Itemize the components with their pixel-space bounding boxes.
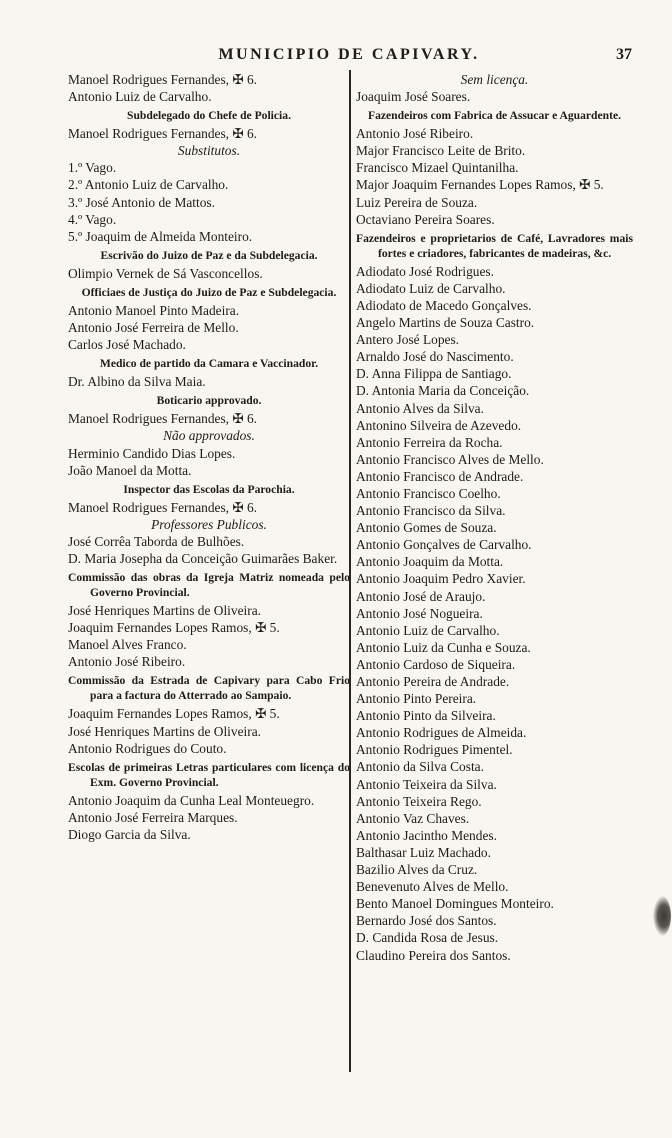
list-item: Balthasar Luiz Machado. — [356, 844, 491, 860]
left-column — [68, 71, 350, 843]
list-item: Manoel Rodrigues Fernandes, ✠ 6. — [68, 411, 257, 427]
list-item: 5.º Joaquim de Almeida Monteiro. — [68, 228, 253, 244]
section-heading: Commissão das obras da Igreja Matriz nomeada pelo Governo Provincial. — [68, 571, 350, 600]
list-item: Antonio Cardoso de Siqueira. — [356, 656, 516, 672]
list-item: Antonio José Ferreira de Mello. — [68, 320, 239, 336]
list-item: Antonio Francisco da Silva. — [356, 503, 506, 519]
list-item: Antonio da Silva Costa. — [356, 759, 484, 775]
list-item: Antonio Rodrigues Pimentel. — [356, 742, 513, 758]
page-header — [66, 44, 632, 66]
subheading: Não approvados. — [163, 428, 255, 444]
list-item: Adiodato José Rodrigues. — [356, 263, 494, 279]
list-item: Manoel Rodrigues Fernandes, ✠ 6. — [68, 499, 257, 515]
list-item: Adiodato Luiz de Carvalho. — [356, 280, 506, 296]
list-item: Antonio Joaquim Pedro Xavier. — [356, 571, 526, 587]
list-item: D. Antonia Maria da Conceição. — [356, 383, 530, 399]
list-item: Antonio Alves da Silva. — [356, 400, 484, 416]
list-item: Luiz Pereira de Souza. — [356, 194, 478, 210]
list-item: Antonio Luiz da Cunha e Souza. — [356, 639, 531, 655]
section-heading: Fazendeiros e proprietarios de Café, Lavradores mais fortes e criadores, fabricantes de madeiras, &c. — [356, 231, 633, 260]
list-item: Joaquim Fernandes Lopes Ramos, ✠ 5. — [68, 620, 280, 636]
list-item: Bernardo José dos Santos. — [356, 913, 497, 929]
list-item: Bento Manoel Domingues Monteiro. — [356, 896, 554, 912]
section-heading: Fazendeiros com Fabrica de Assucar e Aguardente. — [368, 109, 621, 123]
list-item: Antonio Vaz Chaves. — [356, 810, 470, 826]
list-item: José Henriques Martins de Oliveira. — [68, 723, 262, 739]
right-column — [356, 71, 633, 964]
list-item: Antonio Francisco Coelho. — [356, 485, 501, 501]
list-item: D. Maria Josepha da Conceição Guimarães Baker. — [68, 550, 338, 566]
list-item: Antonio José Ferreira Marques. — [68, 809, 238, 825]
list-item: Manoel Rodrigues Fernandes, ✠ 6. — [68, 72, 257, 87]
list-item: Antonio Pinto Pereira. — [356, 691, 477, 707]
list-item: Diogo Garcia da Silva. — [68, 826, 191, 842]
subheading: Substitutos. — [177, 143, 241, 159]
list-item: Antonio Rodrigues de Almeida. — [356, 725, 527, 741]
list-item: 4.º Vago. — [68, 211, 117, 227]
list-item: 2.º Antonio Luiz de Carvalho. — [68, 177, 229, 193]
list-item: Antonio Luiz de Carvalho. — [68, 89, 212, 105]
page-title: MUNICIPIO DE CAPIVARY. — [218, 46, 480, 63]
list-item: Antonio Luiz de Carvalho. — [356, 622, 500, 638]
list-item: Antero José Lopes. — [356, 332, 460, 348]
list-item: José Henriques Martins de Oliveira. — [68, 603, 262, 619]
list-item: Manoel Alves Franco. — [68, 637, 187, 653]
subheading: Sem licença. — [460, 72, 529, 87]
section-heading: Subdelegado do Chefe de Policia. — [127, 109, 291, 123]
section-heading: Inspector das Escolas da Parochia. — [123, 482, 295, 496]
list-item: Antonio José Nogueira. — [356, 605, 483, 621]
list-item: Antonio Manoel Pinto Madeira. — [68, 302, 240, 318]
list-item: Antonio José Ribeiro. — [356, 126, 474, 142]
list-item: Manoel Rodrigues Fernandes, ✠ 6. — [68, 126, 257, 142]
ink-blot — [653, 896, 671, 936]
list-item: D. Anna Filippa de Santiago. — [356, 366, 512, 382]
list-item: Joaquim Fernandes Lopes Ramos, ✠ 5. — [68, 706, 280, 722]
list-item: José Corrêa Taborda de Bulhões. — [68, 533, 245, 549]
list-item: Antonio Rodrigues do Couto. — [68, 740, 227, 756]
list-item: Carlos José Machado. — [68, 337, 186, 353]
section-heading: Boticario approvado. — [156, 394, 262, 408]
list-item: Antonio Francisco Alves de Mello. — [356, 451, 544, 467]
list-item: 3.º José Antonio de Mattos. — [68, 194, 215, 210]
list-item: Major Joaquim Fernandes Lopes Ramos, ✠ 5. — [356, 177, 604, 193]
page-number: 37 — [616, 46, 632, 63]
list-item: Antonino Silveira de Azevedo. — [356, 417, 522, 433]
subheading: Professores Publicos. — [151, 516, 267, 532]
list-item: Antonio Jacintho Mendes. — [356, 827, 497, 843]
list-item: Antonio Francisco de Andrade. — [356, 468, 524, 484]
list-item: Claudino Pereira dos Santos. — [356, 947, 511, 963]
list-item: Antonio Gonçalves de Carvalho. — [356, 537, 532, 553]
list-item: Arnaldo José do Nascimento. — [356, 349, 514, 365]
section-heading: Commissão da Estrada de Capivary para Cabo Frio para a factura do Atterrado ao Sampaio. — [68, 674, 350, 703]
section-heading: Escrivão do Juizo de Paz e da Subdelegacia. — [100, 248, 318, 262]
list-item: Antonio Pinto da Silveira. — [356, 708, 496, 724]
list-item: João Manoel da Motta. — [68, 462, 192, 478]
list-item: Adiodato de Macedo Gonçalves. — [356, 297, 532, 313]
list-item: Olimpio Vernek de Sá Vasconcellos. — [68, 265, 263, 281]
list-item: Octaviano Pereira Soares. — [356, 211, 495, 227]
section-heading: Officiaes de Justiça do Juizo de Paz e Subdelegacia. — [81, 285, 337, 299]
section-heading: Medico de partido da Camara e Vaccinador. — [99, 357, 319, 371]
list-item: Antonio Ferreira da Rocha. — [356, 434, 503, 450]
section-heading: Escolas de primeiras Letras particulares com licença do Exm. Governo Provincial. — [68, 760, 350, 789]
list-item: Antonio Teixeira Rego. — [356, 793, 482, 809]
list-item: Antonio Joaquim da Motta. — [356, 554, 504, 570]
list-item: Antonio Gomes de Souza. — [356, 520, 497, 536]
list-item: Benevenuto Alves de Mello. — [356, 879, 509, 895]
list-item: Francisco Mizael Quintanilha. — [356, 160, 519, 176]
list-item: Antonio Teixeira da Silva. — [356, 776, 497, 792]
list-item: D. Candida Rosa de Jesus. — [356, 930, 499, 946]
list-item: Major Francisco Leite de Brito. — [356, 143, 526, 159]
list-item: Antonio José Ribeiro. — [68, 654, 186, 670]
list-item: Antonio Pereira de Andrade. — [356, 674, 510, 689]
list-item: Joaquim José Soares. — [356, 89, 471, 105]
list-item: Bazilio Alves da Cruz. — [356, 862, 478, 878]
list-item: 1.º Vago. — [68, 160, 117, 176]
list-item: Antonio José de Araujo. — [356, 588, 486, 604]
list-item: Antonio Joaquim da Cunha Leal Monteuegro. — [68, 792, 315, 808]
list-item: Angelo Martins de Souza Castro. — [356, 315, 535, 331]
list-item: Herminio Candido Dias Lopes. — [68, 445, 236, 461]
list-item: Dr. Albino da Silva Maia. — [68, 374, 206, 390]
